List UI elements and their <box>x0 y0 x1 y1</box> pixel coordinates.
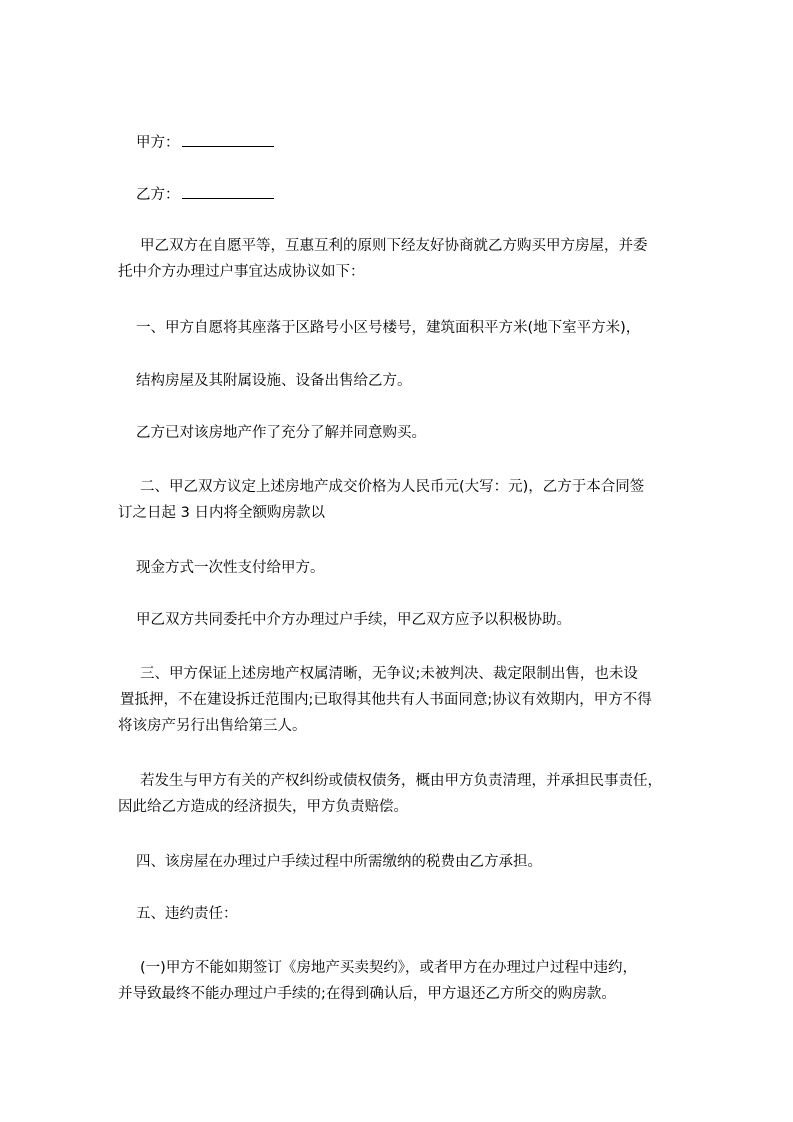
clause4-line: 四、该房屋在办理过户手续过程中所需缴纳的税费由乙方承担。 <box>136 854 542 870</box>
clause5-item1-line-2: 并导致最终不能办理过户手续的;在得到确认后，甲方退还乙方所交的购房款。 <box>118 986 616 1002</box>
clause5-item1-line-1: (一)甲方不能如期签订《房地产买卖契约》，或者甲方在办理过户过程中违约， <box>140 960 638 976</box>
clause3-line-1: 三、甲方保证上述房地产权属清晰，无争议;未被判决、裁定限制出售，也未设 <box>140 666 638 682</box>
clause2-line-3: 现金方式一次性支付给甲方。 <box>136 560 325 576</box>
clause2-line-2: 订之日起 3 日内将全额购房款以 <box>118 505 325 521</box>
party-b-blank <box>182 184 274 199</box>
clause2-line-4: 甲乙双方共同委托中介方办理过户手续，甲乙双方应予以积极协助。 <box>136 612 571 628</box>
party-a-line <box>136 132 274 153</box>
clause1-line-3: 乙方已对该房地产作了充分了解并同意购买。 <box>136 425 426 441</box>
clause3-line-5: 因此给乙方造成的经济损失，甲方负责赔偿。 <box>118 799 408 815</box>
party-a-label: 甲方： <box>136 135 180 151</box>
clause1-line-2: 结构房屋及其附属设施、设备出售给乙方。 <box>136 373 412 389</box>
clause3-line-2: 置抵押，不在建设拆迁范围内;已取得其他共有人书面同意;协议有效期内，甲方不得 <box>120 692 652 708</box>
clause1-line-1: 一、甲方自愿将其座落于区路号小区号楼号，建筑面积平方米(地下室平方米)， <box>136 320 641 336</box>
party-b-line <box>136 184 274 205</box>
clause3-line-3: 将该房产另行出售给第三人。 <box>118 718 307 734</box>
intro-line-1: 甲乙双方在自愿平等，互惠互利的原则下经友好协商就乙方购买甲方房屋，并委 <box>140 238 648 254</box>
clause2-line-1: 二、甲乙双方议定上述房地产成交价格为人民币元(大写：元)，乙方于本合同签 <box>140 479 645 495</box>
clause3-line-4: 若发生与甲方有关的产权纠纷或债权债务，概由甲方负责清理，并承担民事责任， <box>140 773 662 789</box>
intro-line-2: 托中介方办理过户事宜达成协议如下： <box>118 264 365 280</box>
clause5-heading: 五、违约责任： <box>136 906 238 922</box>
party-a-blank <box>182 132 274 147</box>
party-b-label: 乙方： <box>136 187 180 203</box>
